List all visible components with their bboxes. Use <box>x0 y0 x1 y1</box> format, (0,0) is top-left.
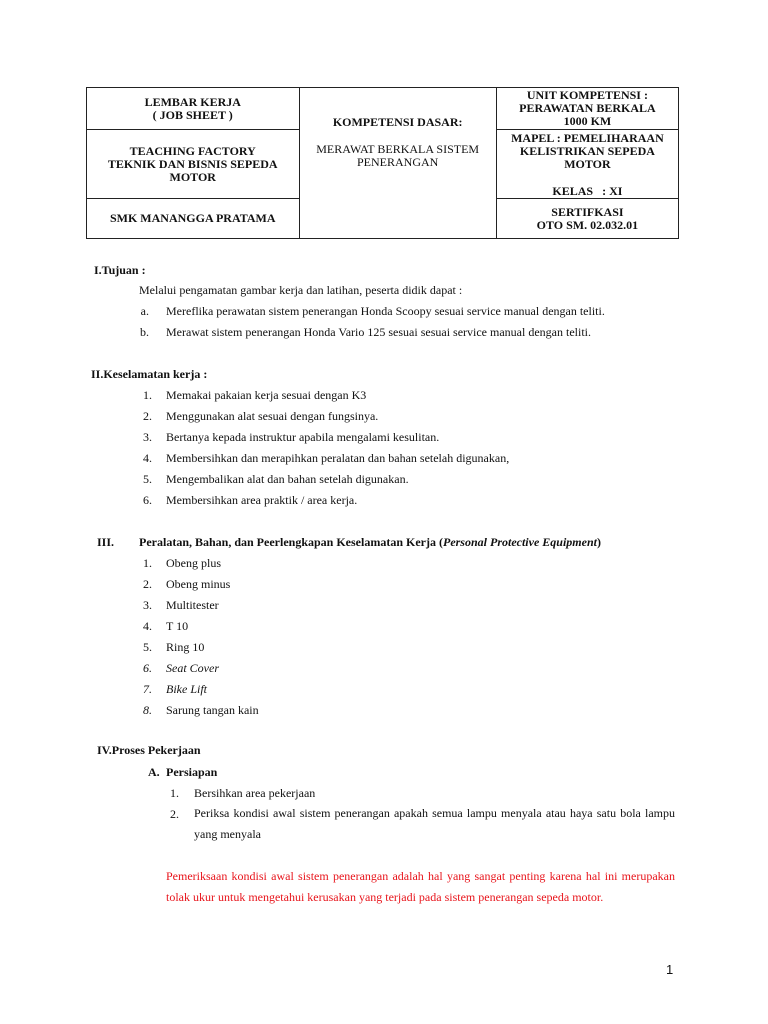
list-item: Sarung tangan kain <box>166 703 259 717</box>
kompetensi-dasar-label: KOMPETENSI DASAR: <box>332 115 463 129</box>
red-note-paragraph: Pemeriksaan kondisi awal sistem penerangan adalah hal yang sangat penting karena hal ini merupakan tolak ukur untuk mengetahui kerusakan yang terjadi pada sistem penerangan sepeda motor. <box>166 869 675 904</box>
tujuan-intro: Melalui pengamatan gambar kerja dan latihan, peserta didik dapat : <box>139 283 463 297</box>
list-marker: 1. <box>143 556 152 570</box>
list-item: Multitester <box>166 598 219 612</box>
list-marker: 1. <box>170 786 179 800</box>
list-item: Bertanya kepada instruktur apabila mengalami kesulitan. <box>166 430 440 444</box>
list-item: Memakai pakaian kerja sesuai dengan K3 <box>166 388 367 402</box>
tujuan-heading: I.Tujuan : <box>94 263 146 277</box>
list-marker: 3. <box>143 598 152 612</box>
sertifikasi-cell <box>496 199 678 239</box>
peralatan-numeral: III. <box>97 535 115 549</box>
list-item: Seat Cover <box>166 661 219 675</box>
job-sheet-header-table <box>86 87 679 239</box>
list-item: T 10 <box>166 619 189 633</box>
program-name-line1: TEKNIK DAN BISNIS SEPEDA <box>107 156 278 171</box>
unit-kompetensi-cell <box>496 88 678 130</box>
list-marker: 3. <box>143 430 152 444</box>
unit-kompetensi-label: UNIT KOMPETENSI : <box>526 88 648 102</box>
list-item: Obeng plus <box>166 556 221 570</box>
unit-kompetensi-km: 1000 KM <box>563 114 612 128</box>
mapel-line1: MAPEL : PEMELIHARAAN <box>511 131 664 145</box>
list-marker: 5. <box>143 640 152 654</box>
peralatan-heading-close: ) <box>596 535 601 549</box>
list-item: Merawat sistem penerangan Honda Vario 125 sesuai sesuai service manual dengan teliti. <box>166 325 591 339</box>
list-item: Periksa kondisi awal sistem penerangan apakah semua lampu menyala atau haya satu bola lampu yang menyala <box>194 806 675 841</box>
list-marker: 7. <box>143 682 152 696</box>
list-item: Membersihkan dan merapihkan peralatan dan bahan setelah digunakan, <box>166 451 510 465</box>
list-item: Menggunakan alat sesuai dengan fungsinya. <box>166 409 379 423</box>
list-item: Ring 10 <box>166 640 205 654</box>
sertifikasi-label: SERTIFKASI <box>551 204 624 219</box>
list-marker: 6. <box>143 493 152 507</box>
list-item: Mengembalikan alat dan bahan setelah digunakan. <box>166 472 409 486</box>
page-number: 1 <box>666 962 674 977</box>
list-item: Membersihkan area praktik / area kerja. <box>166 493 358 507</box>
peralatan-heading <box>139 535 601 549</box>
persiapan-marker: A. <box>148 765 160 779</box>
list-marker: 4. <box>143 451 152 465</box>
list-marker: a. <box>140 304 149 318</box>
kompetensi-dasar-value-line1: MERAWAT BERKALA SISTEM <box>316 142 480 156</box>
list-marker: 1. <box>143 388 152 402</box>
mapel-line3: MOTOR <box>564 157 611 171</box>
program-name-line2: MOTOR <box>169 169 216 184</box>
list-item: Mereflika perawatan sistem penerangan Honda Scoopy sesuai service manual dengan teliti. <box>166 304 605 318</box>
list-marker: 2. <box>143 409 152 423</box>
job-sheet-title-cell <box>87 88 300 130</box>
kompetensi-dasar-value-line2: PENERANGAN <box>356 155 439 169</box>
teaching-factory-label: TEACHING FACTORY <box>129 143 256 158</box>
peralatan-heading-ppe: Personal Protective Equipment <box>442 535 597 549</box>
list-item: Obeng minus <box>166 577 231 591</box>
list-marker: b. <box>140 325 149 339</box>
persiapan-heading: Persiapan <box>166 765 218 779</box>
list-item: Bike Lift <box>166 682 207 696</box>
school-name-cell <box>87 199 300 239</box>
kelas-label: KELAS : XI <box>552 184 623 198</box>
school-name: SMK MANANGGA PRATAMA <box>109 211 276 225</box>
list-marker: 2. <box>143 577 152 591</box>
list-item: Bersihkan area pekerjaan <box>194 786 316 800</box>
unit-kompetensi-value: PERAWATAN BERKALA <box>519 101 656 115</box>
job-sheet-title: LEMBAR KERJA <box>144 94 241 109</box>
mapel-cell <box>496 130 678 199</box>
kompetensi-dasar-cell <box>299 88 496 239</box>
mapel-line2: KELISTRIKAN SEPEDA <box>519 144 655 158</box>
list-marker: 8. <box>143 703 152 717</box>
program-cell <box>87 130 300 199</box>
sertifikasi-code: OTO SM. 02.032.01 <box>536 217 639 232</box>
job-sheet-subtitle: ( JOB SHEET ) <box>152 107 233 122</box>
keselamatan-heading: II.Keselamatan kerja : <box>91 367 208 381</box>
list-marker: 6. <box>143 661 152 675</box>
list-marker: 5. <box>143 472 152 486</box>
list-marker: 2. <box>170 807 179 821</box>
list-marker: 4. <box>143 619 152 633</box>
peralatan-heading-text: Peralatan, Bahan, dan Peerlengkapan Keselamatan Kerja ( <box>139 535 443 549</box>
proses-heading: IV.Proses Pekerjaan <box>97 743 201 757</box>
